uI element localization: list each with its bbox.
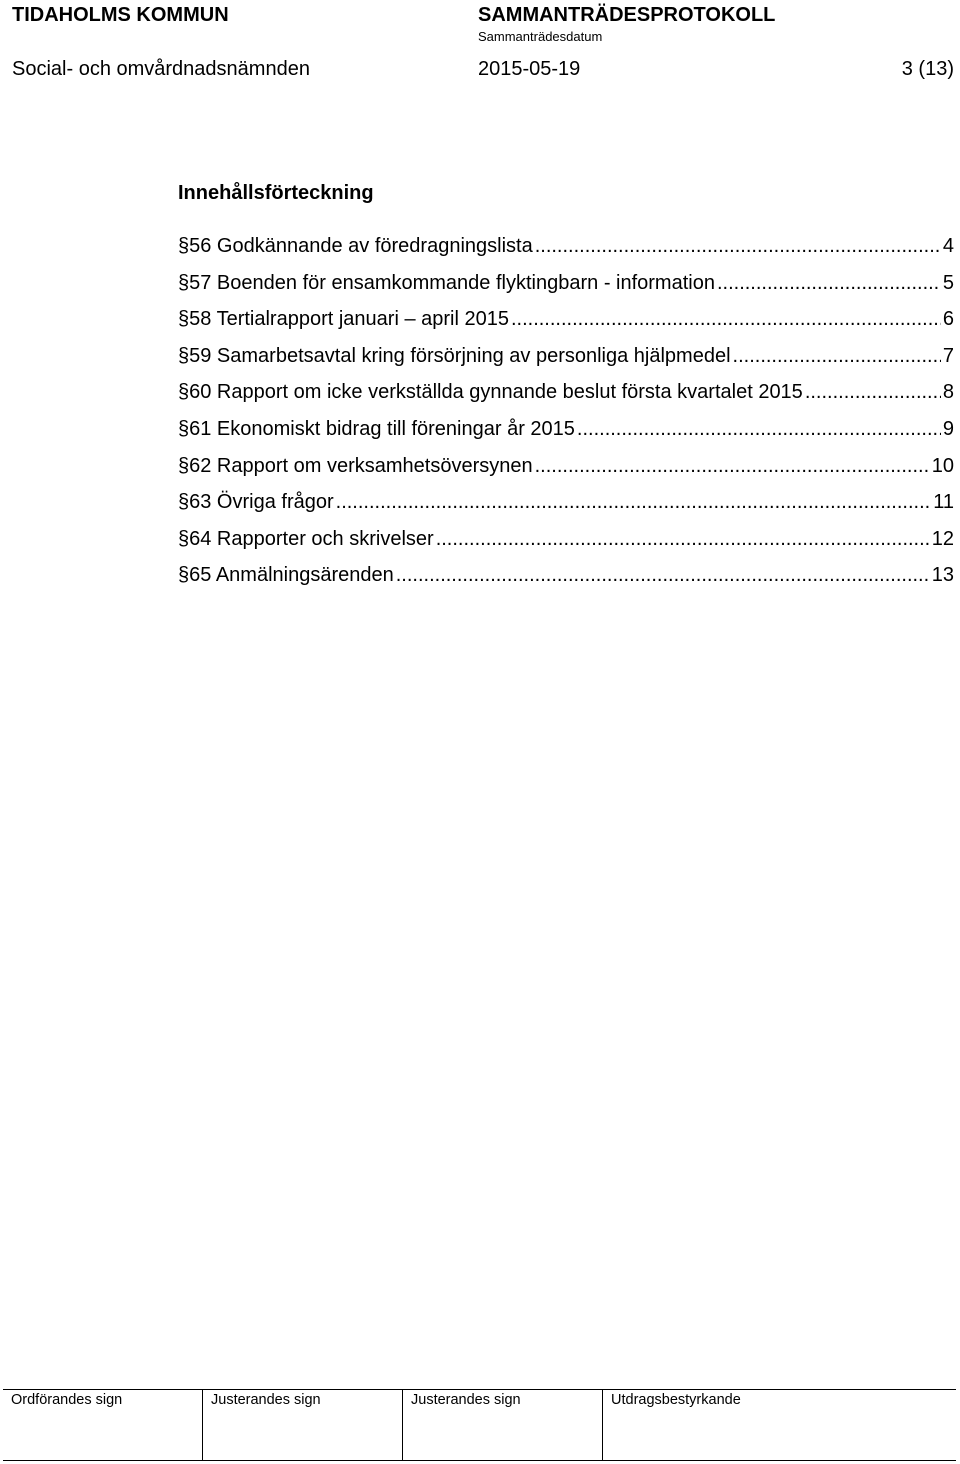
toc-entry-page: 7: [942, 344, 954, 367]
section-symbol: §: [178, 271, 190, 294]
toc-entry-label: 60 Rapport om icke verkställda gynnande beslut första kvartalet 2015: [189, 381, 803, 404]
toc-entry-page: 4: [942, 235, 954, 257]
toc-leader-dots: [733, 345, 941, 368]
meeting-date: 2015-05-19: [478, 58, 581, 80]
toc-entry-page: 5: [942, 271, 954, 294]
toc-entry-page: 12: [931, 527, 954, 550]
organization-name: TIDAHOLMS KOMMUN: [12, 4, 229, 26]
section-symbol: §: [178, 491, 190, 514]
toc-entry-label: 56 Godkännande av föredragningslista: [189, 235, 533, 257]
toc-leader-dots: [805, 381, 941, 404]
toc-entry[interactable]: [178, 308, 954, 345]
section-symbol: §: [178, 308, 190, 331]
toc-entry[interactable]: [178, 528, 954, 565]
toc-leader-dots: [717, 272, 941, 295]
table-of-contents: [178, 235, 954, 601]
toc-entry[interactable]: [178, 491, 954, 528]
toc-leader-dots: [535, 455, 930, 478]
committee-name: Social- och omvårdnadsnämnden: [12, 58, 310, 80]
toc-entry-label: 57 Boenden för ensamkommande flyktingbarn - information: [189, 271, 715, 294]
document-type: SAMMANTRÄDESPROTOKOLL: [478, 4, 776, 26]
toc-entry[interactable]: [178, 235, 954, 272]
section-symbol: §: [178, 417, 190, 440]
section-symbol: §: [178, 527, 190, 550]
toc-entry-label: 65 Anmälningsärenden: [189, 564, 394, 587]
toc-entry-page: 9: [942, 417, 954, 440]
toc-entry-page: 6: [942, 308, 954, 331]
toc-entry[interactable]: [178, 418, 954, 455]
section-symbol: §: [178, 235, 190, 257]
chair-signature-box: Ordförandes sign: [3, 1390, 203, 1460]
toc-entry[interactable]: [178, 455, 954, 492]
page-number: 3 (13): [901, 58, 954, 80]
section-symbol: §: [178, 344, 190, 367]
toc-leader-dots: [535, 235, 941, 258]
date-label: Sammanträdesdatum: [478, 29, 603, 44]
toc-entry-label: 62 Rapport om verksamhetsöversynen: [189, 454, 533, 477]
toc-title: Innehållsförteckning: [178, 182, 374, 204]
toc-entry-page: 10: [931, 454, 954, 477]
toc-entry-label: 59 Samarbetsavtal kring försörjning av personliga hjälpmedel: [189, 344, 731, 367]
section-symbol: §: [178, 564, 190, 587]
toc-entry-label: 64 Rapporter och skrivelser: [189, 527, 434, 550]
toc-entry-page: 8: [942, 381, 954, 404]
toc-leader-dots: [396, 564, 930, 587]
certification-box: Utdragsbestyrkande: [611, 1392, 741, 1408]
signature-footer: [3, 1389, 956, 1461]
toc-entry[interactable]: [178, 381, 954, 418]
adjuster-signature-box: Justerandes sign: [203, 1390, 403, 1460]
toc-entry-label: 58 Tertialrapport januari – april 2015: [189, 308, 509, 331]
toc-entry-label: 61 Ekonomiskt bidrag till föreningar år 2015: [189, 417, 575, 440]
section-symbol: §: [178, 381, 190, 404]
section-symbol: §: [178, 454, 190, 477]
toc-leader-dots: [336, 491, 932, 514]
toc-leader-dots: [511, 308, 941, 331]
adjuster-signature-box: Justerandes sign: [403, 1390, 603, 1460]
toc-entry[interactable]: [178, 345, 954, 382]
toc-entry-label: 63 Övriga frågor: [189, 491, 334, 514]
toc-leader-dots: [436, 528, 930, 551]
toc-entry[interactable]: [178, 564, 954, 601]
toc-entry-page: 13: [931, 564, 954, 587]
toc-leader-dots: [577, 418, 941, 441]
toc-entry-page: 11: [933, 491, 954, 514]
toc-entry[interactable]: [178, 272, 954, 309]
